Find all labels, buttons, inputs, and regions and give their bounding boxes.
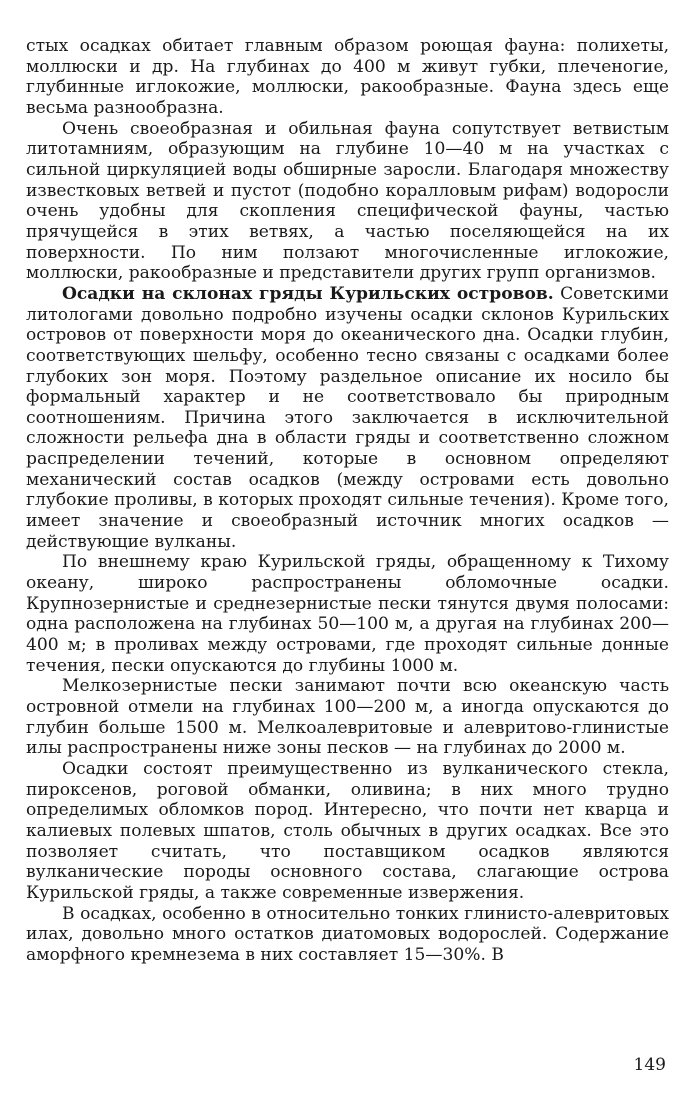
- paragraph-6-text: Осадки состоят преимущественно из вулканического стекла, пироксенов, роговой обманки, оливина; в них много трудно определимых обломков пород. Интересно, что почти нет кварца и калиевых полевых шпатов, столь обычных в других осадках. Все это позволяет считать, что поставщиком осадков являются вулканические породы основного состава, слагающие острова Курильской гряды, а также современные извержения.: [26, 758, 669, 903]
- page-number: 149: [633, 1055, 666, 1075]
- paragraph-5: [26, 676, 669, 759]
- paragraph-3: [26, 284, 669, 553]
- page-text-column: [26, 36, 669, 966]
- paragraph-2: [26, 119, 669, 284]
- section-heading: Осадки на склонах гряды Курильских островов.: [62, 283, 554, 304]
- paragraph-1: [26, 36, 669, 119]
- paragraph-4-text: По внешнему краю Курильской гряды, обращенному к Тихому океану, широко распространены обломочные осадки. Крупнозернистые и среднезернистые пески тянутся двумя полосами: одна расположена на глубинах 50—100 м, а другая на глубинах 200—400 м; в проливах между островами, где проходят сильные донные течения, пески опускаются до глубины 1000 м.: [26, 552, 669, 676]
- paragraph-7-text: В осадках, особенно в относительно тонких глинисто-алевритовых илах, довольно много остатков диатомовых водорослей. Содержание аморфного кремнезема в них составляет 15—30%. В: [26, 903, 669, 965]
- paragraph-6: [26, 759, 669, 904]
- paragraph-4: [26, 552, 669, 676]
- paragraph-1-text: стых осадках обитает главным образом роющая фауна: полихеты, моллюски и др. На глубинах до 400 м живут губки, плеченогие, глубинные иглокожие, моллюски, ракообразные. Фауна здесь еще весьма разнообразна.: [26, 36, 669, 118]
- paragraph-7: [26, 904, 669, 966]
- paragraph-2-text: Очень своеобразная и обильная фауна сопутствует ветвистым литотамниям, образующим на глубине 10—40 м на участках с сильной циркуляцией воды обширные заросли. Благодаря множеству известковых ветвей и пустот (подобно коралловым рифам) водоросли очень удобны для скопления специфической фауны, частью прячущейся в этих ветвях, а частью поселяющейся на их поверхности. По ним ползают многочисленные иглокожие, моллюски, ракообразные и представители других групп организмов.: [26, 118, 669, 284]
- paragraph-5-text: Мелкозернистые пески занимают почти всю океанскую часть островной отмели на глубинах 100—200 м, а иногда опускаются до глубин больше 1500 м. Мелкоалевритовые и алевритово-глинистые илы распространены ниже зоны песков — на глубинах до 2000 м.: [26, 676, 669, 759]
- paragraph-3-text: Советскими литологами довольно подробно изучены осадки склонов Курильских островов от поверхности моря до океанического дна. Осадки глубин, соответствующих шельфу, особенно тесно связаны с осадками более глубоких зон моря. Поэтому раздельное описание их носило бы формальный характер и не соответствовало бы природным соотношениям. Причина этого заключается в исключительной сложности рельефа дна в области гряды и соответственно сложном распределении течений, которые в основном определяют механический состав осадков (между островами есть довольно глубокие проливы, в которых проходят сильные течения). Кроме того, имеет значение и своеобразный источник многих осадков — действующие вулканы.: [26, 283, 669, 552]
